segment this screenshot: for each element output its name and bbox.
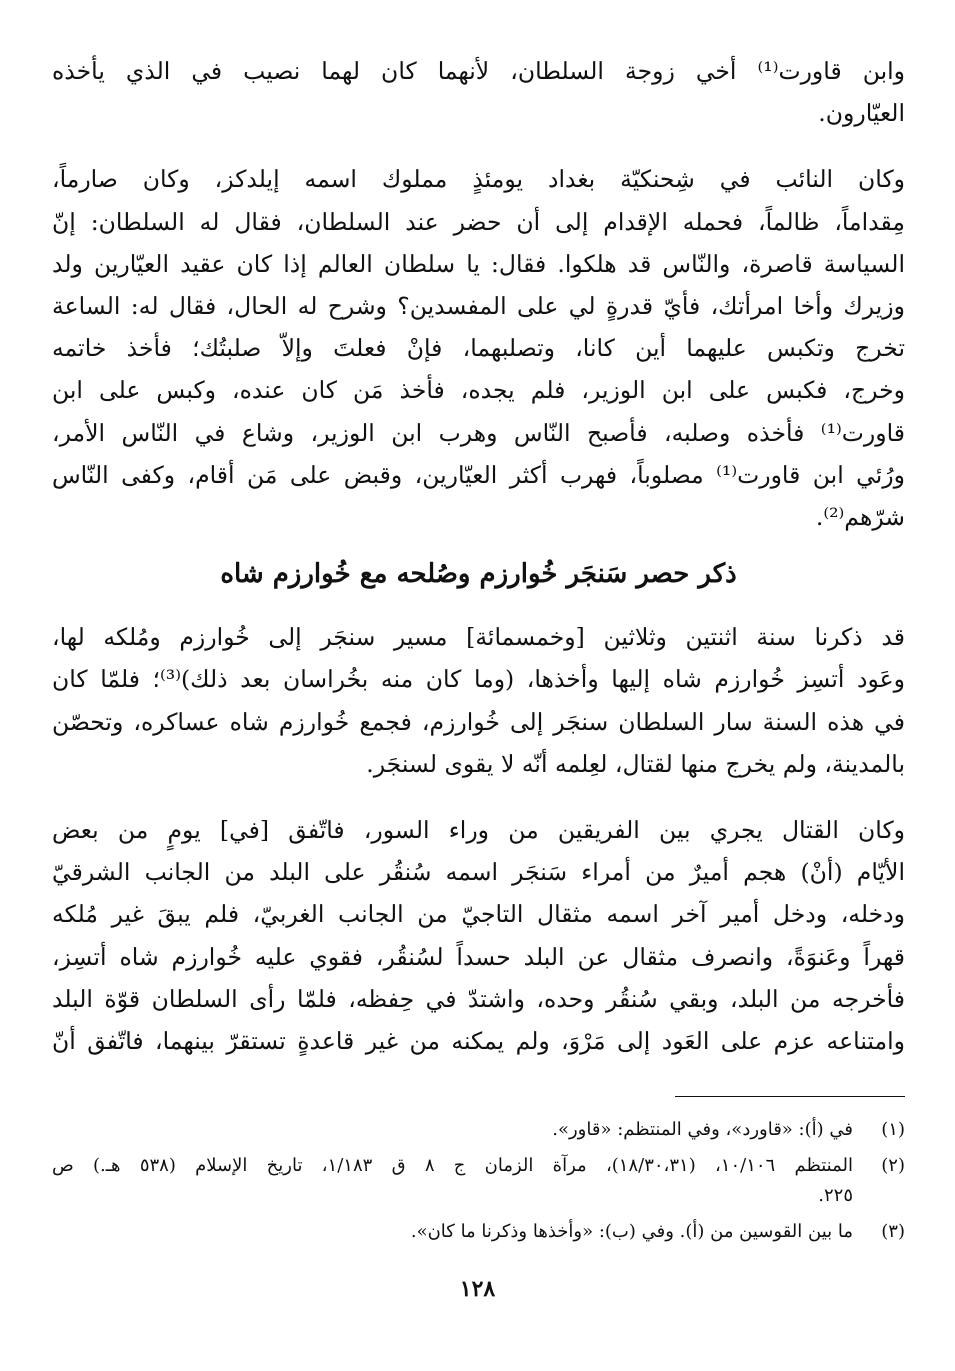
- text-line: السياسة قاصرة، والنّاس قد هلكوا. فقال: يا سلطان العالم إذا كان عقيد العيّارين ولد: [52, 249, 905, 278]
- footnote-text: ما بين القوسين من (أ). وفي (ب): «وأخذها وذكرنا ما كان».: [410, 1221, 853, 1243]
- text-line: في هذه السنة سار السلطان سنجَر إلى خُوارزم، فجمع خُوارزم شاه عساكره، وتحصّن: [52, 707, 905, 736]
- text-line: ودخله، ودخل أمير آخر اسمه مثقال التاجيّ من الجانب الغربيّ، فلم يبقَ غير مُلكه: [52, 900, 905, 929]
- text-line: وكان النائب في شِحنكيّة بغداد يومئذٍ مملوك اسمه إيلدكز، وكان صارماً،: [52, 165, 905, 194]
- text-line: وزيرك وأخا امرأتك، فأيّ قدرةٍ لي على المفسدين؟ وشرح له الحال، فقال له: الساعة: [52, 292, 905, 321]
- text-line: قد ذكرنا سنة اثنتين وثلاثين [وخمسمائة] مسير سنجَر إلى خُوارزم ومُلكه لها،: [52, 623, 905, 652]
- footnote-separator: [675, 1096, 905, 1097]
- footnote-number: (١): [881, 1119, 905, 1141]
- text-line: قاورت⁽¹⁾ فأخذه وصلبه، فأصبح النّاس وهرب ابن الوزير، وشاع في النّاس الأمر،: [52, 418, 905, 447]
- page-number: ١٢٨: [459, 1276, 496, 1302]
- paragraph-4: [52, 809, 905, 1062]
- text-line: ورُئي ابن قاورت⁽¹⁾ مصلوباً، فهرب أكثر العيّارين، وقبض على مَن أقام، وكفى النّاس: [52, 460, 905, 489]
- text-line: تخرج وتكبس عليهما أين كانا، وتصلبهما، فإنْ فعلتَ وإلاّ صلبتُك؛ فأخذ خاتمه: [52, 334, 905, 363]
- text-line: وكان القتال يجري بين الفريقين من وراء السور، فاتّفق [في] يومٍ من بعض: [52, 816, 905, 845]
- footnote-text: في (أ): «قاورد»، وفي المنتظم: «قاور».: [552, 1119, 853, 1141]
- paragraph-3: [52, 616, 905, 785]
- footnote: [52, 1115, 905, 1145]
- text-line: وخرج، فكبس على ابن الوزير، فلم يجده، فأخذ مَن كان عنده، وكبس على ابن: [52, 376, 905, 405]
- paragraph-2: [52, 158, 905, 538]
- footnote-number: (٢): [881, 1155, 905, 1177]
- text-line: فأخرجه من البلد، وبقي سُنقُر وحده، واشتدّ في حِفظه، فلمّا رأى السلطان قوّة البلد: [52, 984, 905, 1013]
- text-line: وابن قاورت⁽¹⁾ أخي زوجة السلطان، لأنهما كان لهما نصيب في الذي يأخذه: [52, 57, 906, 85]
- footnote-text: المنتظم ١٠/١٠٦، (١٨/٣٠،٣١)، مرآة الزمان ج ٨ ق ١/١٨٣، تاريخ الإسلام (٥٣٨ هـ.) ص: [52, 1155, 853, 1177]
- text-line: شرّهم⁽²⁾.: [815, 503, 905, 532]
- footnote-text: ٢٢٥.: [818, 1185, 853, 1207]
- footnotes: [52, 1115, 905, 1247]
- footnote: [52, 1217, 905, 1247]
- section-heading: ذكر حصر سَنجَر خُوارزم وصُلحه مع خُوارزم شاه: [220, 559, 737, 590]
- footnote: [52, 1151, 905, 1211]
- text-line: الأيّام (أنْ) هجم أميرٌ من أمراء سَنجَر اسمه سُنقُر على البلد من الجانب الشرقيّ: [52, 858, 905, 887]
- text-line: قهراً وعَنوَةً، وانصرف مثقال عن البلد حسداً لسُنقُر، فقوي عليه خُوارزم شاه أتسِز،: [52, 942, 905, 971]
- text-line: مِقداماً، ظالماً، فحمله الإقدام إلى أن حضر عند السلطان، فقال له السلطان: إنّ: [52, 207, 905, 236]
- text-line: بالمدينة، ولم يخرج منها لقتال، لعِلمه أنّه لا يقوى لسنجَر.: [366, 749, 905, 778]
- text-line: وعَود أتسِز خُوارزم شاه إليها وأخذها، (وما كان منه بخُراسان بعد ذلك)⁽³⁾؛ فلمّا كان: [52, 665, 905, 694]
- footnote-number: (٣): [881, 1221, 905, 1243]
- text-line: وامتناعه عزم على العَود إلى مَرْوَ، ولم يمكنه من غير قاعدةٍ تستقرّ بينهما، فاتّفق أنّ: [52, 1027, 905, 1056]
- text-line: العيّارون.: [818, 99, 905, 128]
- paragraph-1: [52, 50, 905, 134]
